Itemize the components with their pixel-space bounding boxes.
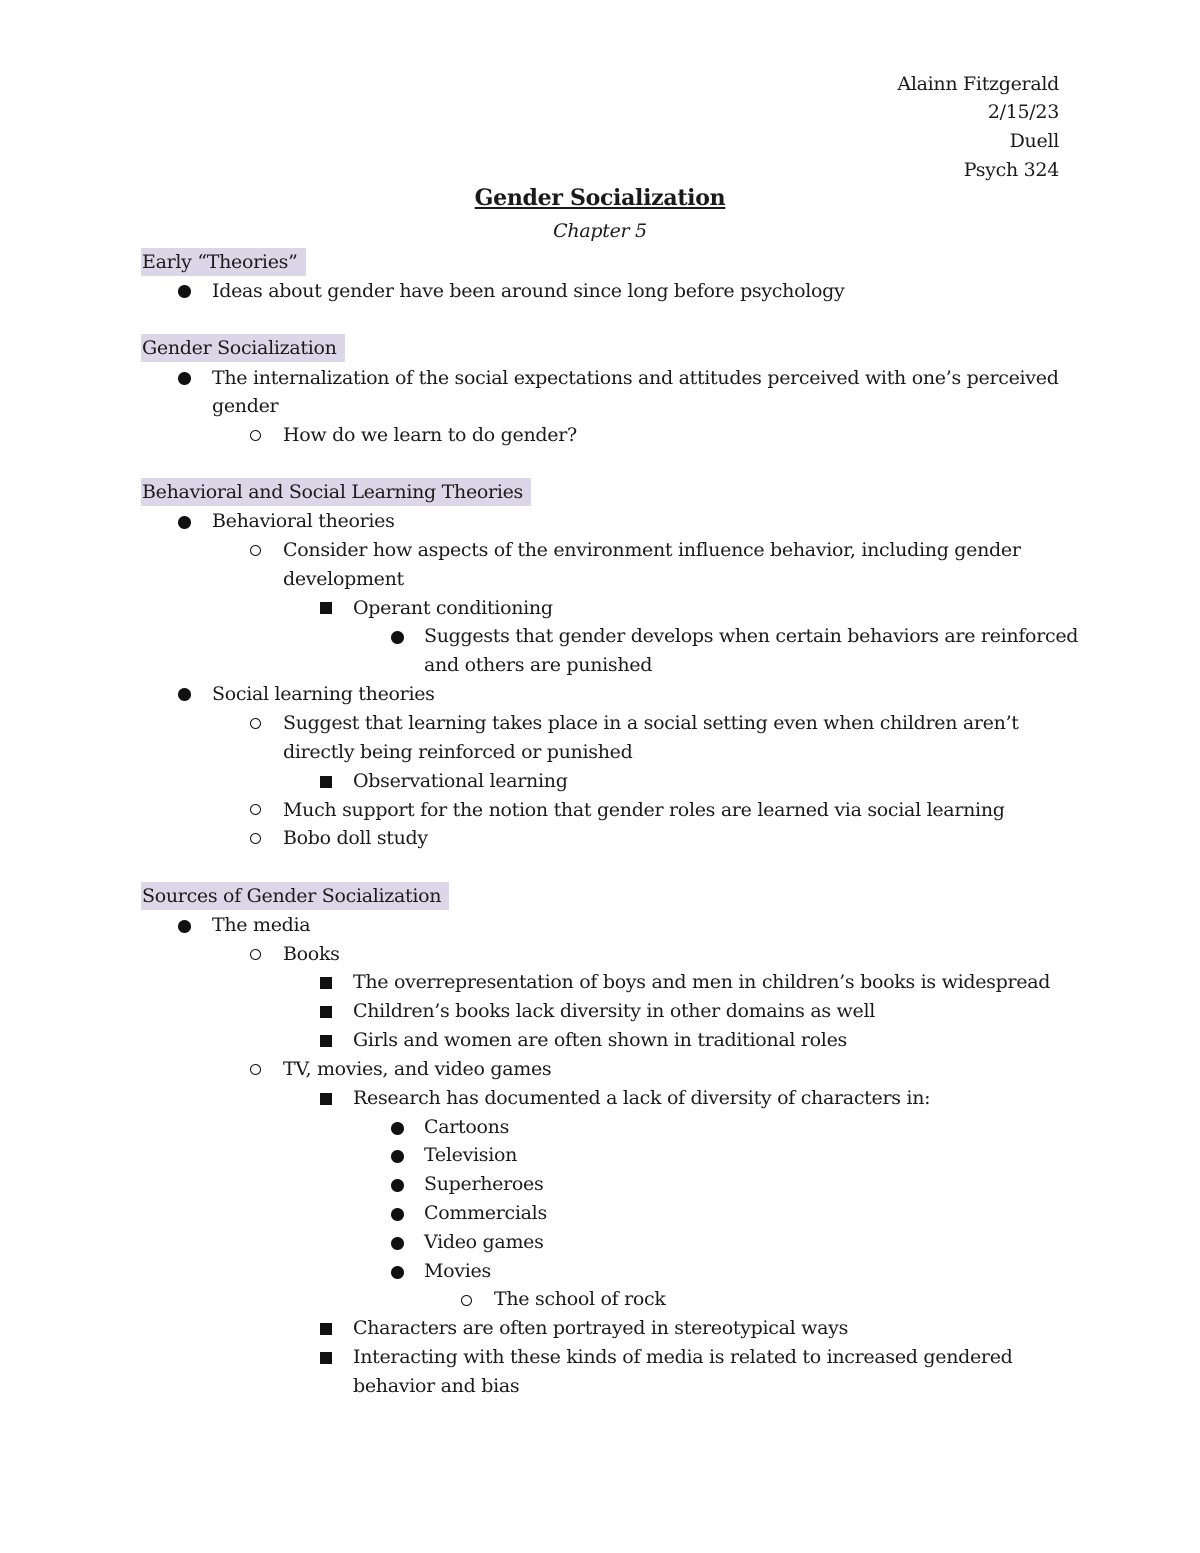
bullet-square-icon bbox=[320, 1093, 332, 1105]
bullet-dot-icon bbox=[178, 372, 191, 385]
list-item: Interacting with these kinds of media is related to increased gendered bbox=[353, 1346, 1013, 1368]
list-item: Girls and women are often shown in traditional roles bbox=[353, 1029, 847, 1051]
bullet-ring-icon bbox=[250, 804, 261, 815]
date: 2/15/23 bbox=[987, 101, 1059, 123]
list-item: The media bbox=[212, 914, 311, 936]
bullet-dot-icon bbox=[391, 1150, 404, 1163]
list-item-continuation: gender bbox=[212, 395, 279, 417]
bullet-ring-icon bbox=[250, 430, 261, 441]
chapter-subtitle: Chapter 5 bbox=[553, 220, 647, 242]
list-item: Children’s books lack diversity in other domains as well bbox=[353, 1000, 876, 1022]
list-item: How do we learn to do gender? bbox=[283, 424, 577, 446]
bullet-dot-icon bbox=[391, 1237, 404, 1250]
list-item: Ideas about gender have been around since long before psychology bbox=[212, 280, 845, 302]
list-item-continuation: and others are punished bbox=[424, 654, 653, 676]
list-item: TV, movies, and video games bbox=[283, 1058, 552, 1080]
bullet-dot-icon bbox=[178, 688, 191, 701]
bullet-ring-icon bbox=[250, 718, 261, 729]
list-item-continuation: development bbox=[283, 568, 404, 590]
list-item-continuation: directly being reinforced or punished bbox=[283, 741, 633, 763]
list-item: The school of rock bbox=[494, 1288, 666, 1310]
list-item: Suggests that gender develops when certain behaviors are reinforced bbox=[424, 625, 1079, 647]
list-item: Cartoons bbox=[424, 1116, 510, 1138]
bullet-square-icon bbox=[320, 1035, 332, 1047]
list-item: The internalization of the social expectations and attitudes perceived with one’s perceived bbox=[212, 367, 1059, 389]
list-item: Bobo doll study bbox=[283, 827, 428, 849]
list-item: Superheroes bbox=[424, 1173, 544, 1195]
bullet-ring-icon bbox=[250, 1064, 261, 1075]
bullet-ring-icon bbox=[250, 949, 261, 960]
section-heading-gender-socialization: Gender Socialization bbox=[141, 334, 345, 362]
instructor: Duell bbox=[1009, 130, 1059, 152]
list-item: The overrepresentation of boys and men in children’s books is widespread bbox=[353, 971, 1051, 993]
bullet-dot-icon bbox=[178, 285, 191, 298]
section-heading-behavioral: Behavioral and Social Learning Theories bbox=[141, 478, 531, 506]
list-item: Consider how aspects of the environment influence behavior, including gender bbox=[283, 539, 1021, 561]
list-item: Television bbox=[424, 1144, 518, 1166]
bullet-dot-icon bbox=[391, 1122, 404, 1135]
page-title: Gender Socialization bbox=[474, 185, 726, 211]
bullet-dot-icon bbox=[391, 1179, 404, 1192]
list-item: Suggest that learning takes place in a social setting even when children aren’t bbox=[283, 712, 1019, 734]
list-item: Research has documented a lack of diversity of characters in: bbox=[353, 1087, 931, 1109]
list-item: Much support for the notion that gender roles are learned via social learning bbox=[283, 799, 1005, 821]
bullet-square-icon bbox=[320, 1352, 332, 1364]
bullet-square-icon bbox=[320, 977, 332, 989]
bullet-dot-icon bbox=[391, 1208, 404, 1221]
bullet-dot-icon bbox=[391, 1266, 404, 1279]
list-item: Social learning theories bbox=[212, 683, 435, 705]
bullet-dot-icon bbox=[178, 920, 191, 933]
bullet-ring-icon bbox=[250, 833, 261, 844]
bullet-ring-icon bbox=[461, 1295, 472, 1306]
list-item: Commercials bbox=[424, 1202, 547, 1224]
list-item: Video games bbox=[424, 1231, 544, 1253]
author-name: Alainn Fitzgerald bbox=[897, 73, 1059, 95]
section-heading-early-theories: Early “Theories” bbox=[141, 248, 306, 276]
list-item: Observational learning bbox=[353, 770, 568, 792]
list-item-continuation: behavior and bias bbox=[353, 1375, 520, 1397]
list-item: Books bbox=[283, 943, 340, 965]
section-heading-sources: Sources of Gender Socialization bbox=[141, 882, 449, 910]
bullet-square-icon bbox=[320, 1323, 332, 1335]
course: Psych 324 bbox=[963, 159, 1059, 181]
bullet-square-icon bbox=[320, 1006, 332, 1018]
list-item: Operant conditioning bbox=[353, 597, 553, 619]
list-item: Behavioral theories bbox=[212, 510, 395, 532]
list-item: Characters are often portrayed in stereotypical ways bbox=[353, 1317, 849, 1339]
list-item: Movies bbox=[424, 1260, 491, 1282]
bullet-dot-icon bbox=[178, 516, 191, 529]
bullet-dot-icon bbox=[391, 631, 404, 644]
bullet-square-icon bbox=[320, 776, 332, 788]
bullet-ring-icon bbox=[250, 545, 261, 556]
bullet-square-icon bbox=[320, 602, 332, 614]
